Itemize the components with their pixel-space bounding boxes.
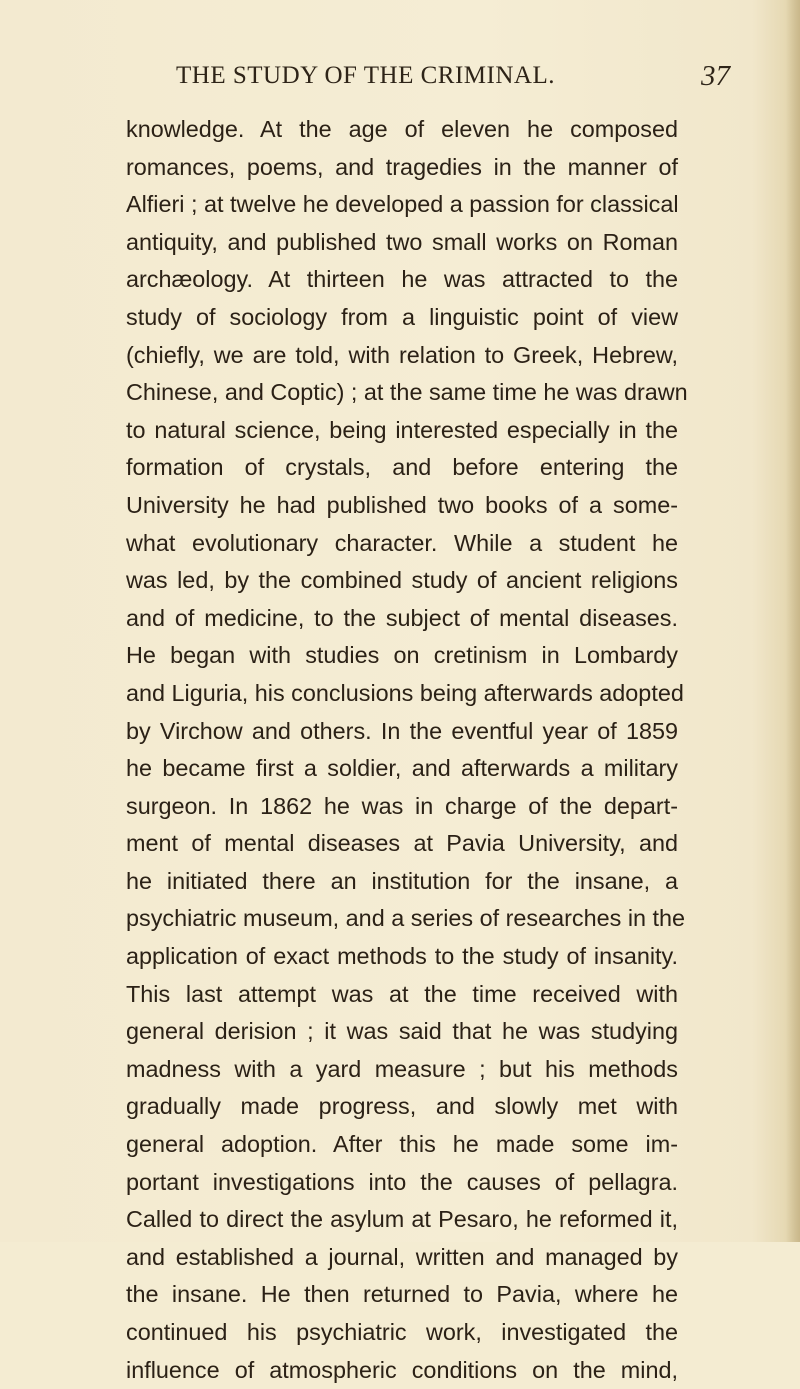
text-line: to natural science, being interested especially in the: [126, 416, 678, 443]
text-line: Alfieri ; at twelve he developed a passion for classical: [126, 191, 679, 218]
body-text: [126, 111, 688, 1389]
text-line: study of sociology from a linguistic point of view: [126, 303, 678, 330]
text-line: portant investigations into the causes of pellagra.: [126, 1168, 678, 1195]
running-head-title: THE STUDY OF THE CRIMINAL.: [176, 62, 555, 89]
text-line: surgeon. In 1862 he was in charge of the depart-: [126, 792, 678, 819]
text-line: he initiated there an institution for the insane, a: [126, 867, 678, 894]
text-line: was led, by the combined study of ancient religions: [126, 567, 678, 594]
text-line: general derision ; it was said that he was studying: [126, 1018, 678, 1045]
text-line: continued his psychiatric work, investigated the: [126, 1319, 678, 1345]
text-line: antiquity, and published two small works on Roman: [126, 228, 678, 255]
text-line: (chiefly, we are told, with relation to Greek, Hebrew,: [126, 341, 678, 368]
text-line: the insane. He then returned to Pavia, where he: [126, 1281, 678, 1308]
text-line: madness with a yard measure ; but his methods: [126, 1055, 678, 1082]
text-line: psychiatric museum, and a series of researches in the: [126, 905, 686, 932]
text-line: and Liguria, his conclusions being afterwards adopted: [126, 679, 684, 706]
text-line: This last attempt was at the time received with: [126, 980, 678, 1007]
text-line: Chinese, and Coptic) ; at the same time he was drawn: [126, 379, 688, 406]
text-line: and of medicine, to the subject of mental diseases.: [126, 604, 678, 631]
text-line: general adoption. After this he made some im-: [126, 1131, 678, 1158]
text-line: archæology. At thirteen he was attracted to the: [126, 266, 678, 293]
page-edge-shadow: [786, 0, 800, 1242]
text-line: He began with studies on cretinism in Lombardy: [126, 642, 678, 669]
text-line: what evolutionary character. While a student he: [126, 529, 678, 556]
text-line: and established a journal, written and managed by: [126, 1243, 678, 1270]
text-line: he became first a soldier, and afterwards a military: [126, 755, 678, 782]
running-head: [148, 60, 738, 96]
text-line: gradually made progress, and slowly met with: [126, 1093, 678, 1120]
text-line: formation of crystals, and before entering the: [126, 454, 678, 481]
text-line: by Virchow and others. In the eventful year of 1859: [126, 717, 678, 744]
text-line: knowledge. At the age of eleven he composed: [126, 116, 678, 142]
text-line: University he had published two books of a some-: [126, 491, 678, 518]
text-line: Called to direct the asylum at Pesaro, he reformed it,: [126, 1206, 678, 1233]
text-line: influence of atmospheric conditions on the mind,: [126, 1356, 678, 1383]
text-line: romances, poems, and tragedies in the manner of: [126, 153, 678, 180]
page-number: 37: [701, 60, 730, 92]
text-line: application of exact methods to the study of insanity.: [126, 943, 678, 970]
text-line: ment of mental diseases at Pavia University, and: [126, 830, 678, 857]
